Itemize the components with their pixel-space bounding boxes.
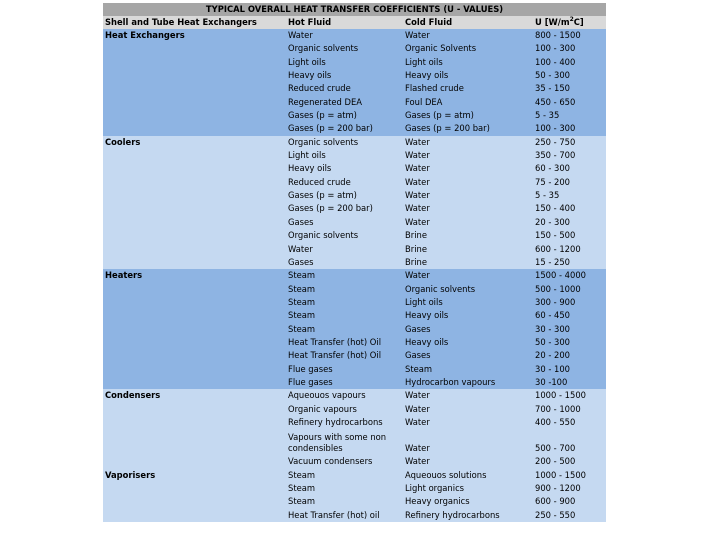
u-value-cell: 350 - 700 <box>530 149 606 162</box>
u-value-cell: 30 - 300 <box>530 323 606 336</box>
hot-fluid-cell: Gases (p = 200 bar) <box>286 122 403 135</box>
cold-fluid-cell: Heavy oils <box>403 309 530 322</box>
cold-fluid-cell: Water <box>403 216 530 229</box>
cold-fluid-cell: Brine <box>403 256 530 269</box>
section-spacer <box>103 69 286 82</box>
u-value-cell: 100 - 300 <box>530 42 606 55</box>
u-value-cell: 250 - 550 <box>530 509 606 522</box>
cold-fluid-cell: Water <box>403 269 530 282</box>
u-value-cell: 300 - 900 <box>530 296 606 309</box>
coefficient-table-sheet <box>103 3 606 522</box>
section-spacer <box>103 509 286 522</box>
cold-fluid-cell: Water <box>403 455 530 468</box>
header-exchanger-type: Shell and Tube Heat Exchangers <box>105 17 257 27</box>
hot-fluid-line: Vapours with some non <box>288 431 387 442</box>
cold-fluid-cell: Light oils <box>403 296 530 309</box>
header-u-unit-prefix: U [W/m <box>535 17 570 27</box>
hot-fluid-cell: Regenerated DEA <box>286 96 403 109</box>
table-row <box>103 429 606 455</box>
table-row <box>103 469 606 482</box>
cold-fluid-cell: Water <box>403 136 530 149</box>
section-spacer <box>103 216 286 229</box>
table-row <box>103 202 606 215</box>
section-spacer <box>103 82 286 95</box>
u-value-cell: 35 - 150 <box>530 82 606 95</box>
u-value-cell: 100 - 300 <box>530 122 606 135</box>
u-value-cell: 600 - 900 <box>530 495 606 508</box>
cold-fluid-cell: Water <box>403 416 530 429</box>
u-value-cell: 30 -100 <box>530 376 606 389</box>
table-row <box>103 136 606 149</box>
hot-fluid-cell: Flue gases <box>286 376 403 389</box>
table-row <box>103 296 606 309</box>
u-value-cell: 5 - 35 <box>530 109 606 122</box>
table-row <box>103 336 606 349</box>
section-spacer <box>103 283 286 296</box>
hot-fluid-cell: Organic solvents <box>286 229 403 242</box>
header-row <box>103 16 606 29</box>
table-row <box>103 96 606 109</box>
table-row <box>103 323 606 336</box>
table-row <box>103 455 606 468</box>
cold-fluid-cell: Water <box>403 389 530 402</box>
section-spacer <box>103 96 286 109</box>
section-spacer <box>103 256 286 269</box>
u-value-cell: 450 - 650 <box>530 96 606 109</box>
u-value-cell: 75 - 200 <box>530 176 606 189</box>
cold-fluid-cell: Water <box>403 202 530 215</box>
u-value-cell: 5 - 35 <box>530 189 606 202</box>
u-value-cell: 50 - 300 <box>530 336 606 349</box>
u-value-cell: 100 - 400 <box>530 56 606 69</box>
table-row <box>103 509 606 522</box>
cold-fluid-cell: Steam <box>403 363 530 376</box>
section-spacer <box>103 455 286 468</box>
table-row <box>103 482 606 495</box>
u-value-cell: 20 - 200 <box>530 349 606 362</box>
hot-fluid-cell: Steam <box>286 495 403 508</box>
hot-fluid-cell: Refinery hydrocarbons <box>286 416 403 429</box>
cold-fluid-cell: Refinery hydrocarbons <box>403 509 530 522</box>
hot-fluid-cell: Steam <box>286 469 403 482</box>
cold-fluid-cell: Organic solvents <box>403 283 530 296</box>
section-spacer <box>103 42 286 55</box>
hot-fluid-cell <box>286 429 403 455</box>
u-value-cell: 700 - 1000 <box>530 403 606 416</box>
u-value-cell: 60 - 450 <box>530 309 606 322</box>
section-spacer <box>103 376 286 389</box>
hot-fluid-cell: Reduced crude <box>286 176 403 189</box>
cold-fluid-cell: Water <box>403 149 530 162</box>
hot-fluid-cell: Gases <box>286 256 403 269</box>
table-body <box>103 29 606 522</box>
section-spacer <box>103 495 286 508</box>
u-value-cell: 500 - 700 <box>530 429 606 455</box>
hot-fluid-cell: Gases (p = atm) <box>286 189 403 202</box>
hot-fluid-cell: Heat Transfer (hot) Oil <box>286 336 403 349</box>
section-spacer <box>103 363 286 376</box>
cold-fluid-cell: Water <box>403 403 530 416</box>
section-spacer <box>103 189 286 202</box>
table-row <box>103 243 606 256</box>
section-spacer <box>103 162 286 175</box>
section-spacer <box>103 429 286 455</box>
table-row <box>103 495 606 508</box>
section-spacer <box>103 349 286 362</box>
hot-fluid-cell: Steam <box>286 323 403 336</box>
section-spacer <box>103 109 286 122</box>
section-spacer <box>103 202 286 215</box>
hot-fluid-cell: Organic vapours <box>286 403 403 416</box>
section-spacer <box>103 296 286 309</box>
hot-fluid-line: condensibles <box>288 442 343 453</box>
section-spacer <box>103 403 286 416</box>
hot-fluid-cell: Steam <box>286 482 403 495</box>
section-spacer <box>103 176 286 189</box>
u-value-cell: 150 - 400 <box>530 202 606 215</box>
section-spacer <box>103 149 286 162</box>
hot-fluid-cell: Heavy oils <box>286 162 403 175</box>
cold-fluid-cell: Water <box>403 176 530 189</box>
table-row <box>103 29 606 42</box>
cold-fluid-cell: Organic Solvents <box>403 42 530 55</box>
section-spacer <box>103 309 286 322</box>
cold-fluid-cell: Brine <box>403 229 530 242</box>
cold-fluid-cell: Gases (p = 200 bar) <box>403 122 530 135</box>
coefficient-table <box>103 16 606 522</box>
cold-fluid-cell: Heavy organics <box>403 495 530 508</box>
hot-fluid-cell: Steam <box>286 309 403 322</box>
hot-fluid-cell: Vacuum condensers <box>286 455 403 468</box>
table-row <box>103 82 606 95</box>
table-row <box>103 349 606 362</box>
hot-fluid-cell: Light oils <box>286 149 403 162</box>
header-u-unit-exponent: 2 <box>569 16 574 24</box>
table-row <box>103 283 606 296</box>
u-value-cell: 800 - 1500 <box>530 29 606 42</box>
cold-fluid-cell: Light oils <box>403 56 530 69</box>
u-value-cell: 15 - 250 <box>530 256 606 269</box>
table-row <box>103 256 606 269</box>
cold-fluid-cell: Heavy oils <box>403 69 530 82</box>
u-value-cell: 400 - 550 <box>530 416 606 429</box>
header-u-value <box>530 16 606 29</box>
cold-fluid-cell: Gases <box>403 323 530 336</box>
table-row <box>103 69 606 82</box>
section-label: Heat Exchangers <box>103 29 286 42</box>
u-value-cell: 1000 - 1500 <box>530 469 606 482</box>
section-label: Vaporisers <box>103 469 286 482</box>
cold-fluid-cell: Flashed crude <box>403 82 530 95</box>
cold-fluid-cell: Water <box>403 429 530 455</box>
header-hot-fluid: Hot Fluid <box>288 17 332 27</box>
hot-fluid-cell: Heat Transfer (hot) oil <box>286 509 403 522</box>
section-spacer <box>103 56 286 69</box>
table-row <box>103 416 606 429</box>
hot-fluid-cell: Gases (p = atm) <box>286 109 403 122</box>
table-row <box>103 162 606 175</box>
table-row <box>103 149 606 162</box>
u-value-cell: 250 - 750 <box>530 136 606 149</box>
cold-fluid-cell: Aqueouos solutions <box>403 469 530 482</box>
table-row <box>103 42 606 55</box>
section-spacer <box>103 336 286 349</box>
cold-fluid-cell: Brine <box>403 243 530 256</box>
hot-fluid-cell: Gases <box>286 216 403 229</box>
section-spacer <box>103 416 286 429</box>
hot-fluid-cell: Aqueouos vapours <box>286 389 403 402</box>
u-value-cell: 600 - 1200 <box>530 243 606 256</box>
u-value-cell: 500 - 1000 <box>530 283 606 296</box>
section-label: Heaters <box>103 269 286 282</box>
table-row <box>103 363 606 376</box>
section-label: Condensers <box>103 389 286 402</box>
cold-fluid-cell: Light organics <box>403 482 530 495</box>
table-row <box>103 189 606 202</box>
hot-fluid-cell: Steam <box>286 296 403 309</box>
section-label: Coolers <box>103 136 286 149</box>
table-row <box>103 176 606 189</box>
header-cold-fluid: Cold Fluid <box>405 17 453 27</box>
hot-fluid-cell: Water <box>286 29 403 42</box>
cold-fluid-cell: Foul DEA <box>403 96 530 109</box>
u-value-cell: 150 - 500 <box>530 229 606 242</box>
section-spacer <box>103 323 286 336</box>
cold-fluid-cell: Water <box>403 29 530 42</box>
u-value-cell: 50 - 300 <box>530 69 606 82</box>
section-spacer <box>103 482 286 495</box>
cold-fluid-cell: Gases (p = atm) <box>403 109 530 122</box>
u-value-cell: 20 - 300 <box>530 216 606 229</box>
hot-fluid-cell: Heavy oils <box>286 69 403 82</box>
table-row <box>103 389 606 402</box>
table-row <box>103 216 606 229</box>
table-row <box>103 376 606 389</box>
table-row <box>103 109 606 122</box>
section-spacer <box>103 243 286 256</box>
table-row <box>103 403 606 416</box>
header-u-unit-suffix: C] <box>573 17 584 27</box>
cold-fluid-cell: Water <box>403 162 530 175</box>
hot-fluid-cell: Organic solvents <box>286 42 403 55</box>
table-row <box>103 269 606 282</box>
u-value-cell: 900 - 1200 <box>530 482 606 495</box>
cold-fluid-cell: Water <box>403 189 530 202</box>
cold-fluid-cell: Gases <box>403 349 530 362</box>
u-value-cell: 30 - 100 <box>530 363 606 376</box>
hot-fluid-cell: Gases (p = 200 bar) <box>286 202 403 215</box>
u-value-cell: 200 - 500 <box>530 455 606 468</box>
u-value-cell: 60 - 300 <box>530 162 606 175</box>
hot-fluid-cell: Light oils <box>286 56 403 69</box>
u-value-cell: 1000 - 1500 <box>530 389 606 402</box>
table-row <box>103 56 606 69</box>
cold-fluid-cell: Heavy oils <box>403 336 530 349</box>
table-row <box>103 309 606 322</box>
section-spacer <box>103 229 286 242</box>
hot-fluid-cell: Heat Transfer (hot) Oil <box>286 349 403 362</box>
cold-fluid-cell: Hydrocarbon vapours <box>403 376 530 389</box>
hot-fluid-cell: Flue gases <box>286 363 403 376</box>
hot-fluid-cell: Organic solvents <box>286 136 403 149</box>
section-spacer <box>103 122 286 135</box>
table-row <box>103 122 606 135</box>
hot-fluid-cell: Water <box>286 243 403 256</box>
table-row <box>103 229 606 242</box>
hot-fluid-cell: Steam <box>286 269 403 282</box>
u-value-cell: 1500 - 4000 <box>530 269 606 282</box>
table-title: TYPICAL OVERALL HEAT TRANSFER COEFFICIENTS (U - VALUES) <box>103 3 606 16</box>
hot-fluid-cell: Reduced crude <box>286 82 403 95</box>
hot-fluid-cell: Steam <box>286 283 403 296</box>
